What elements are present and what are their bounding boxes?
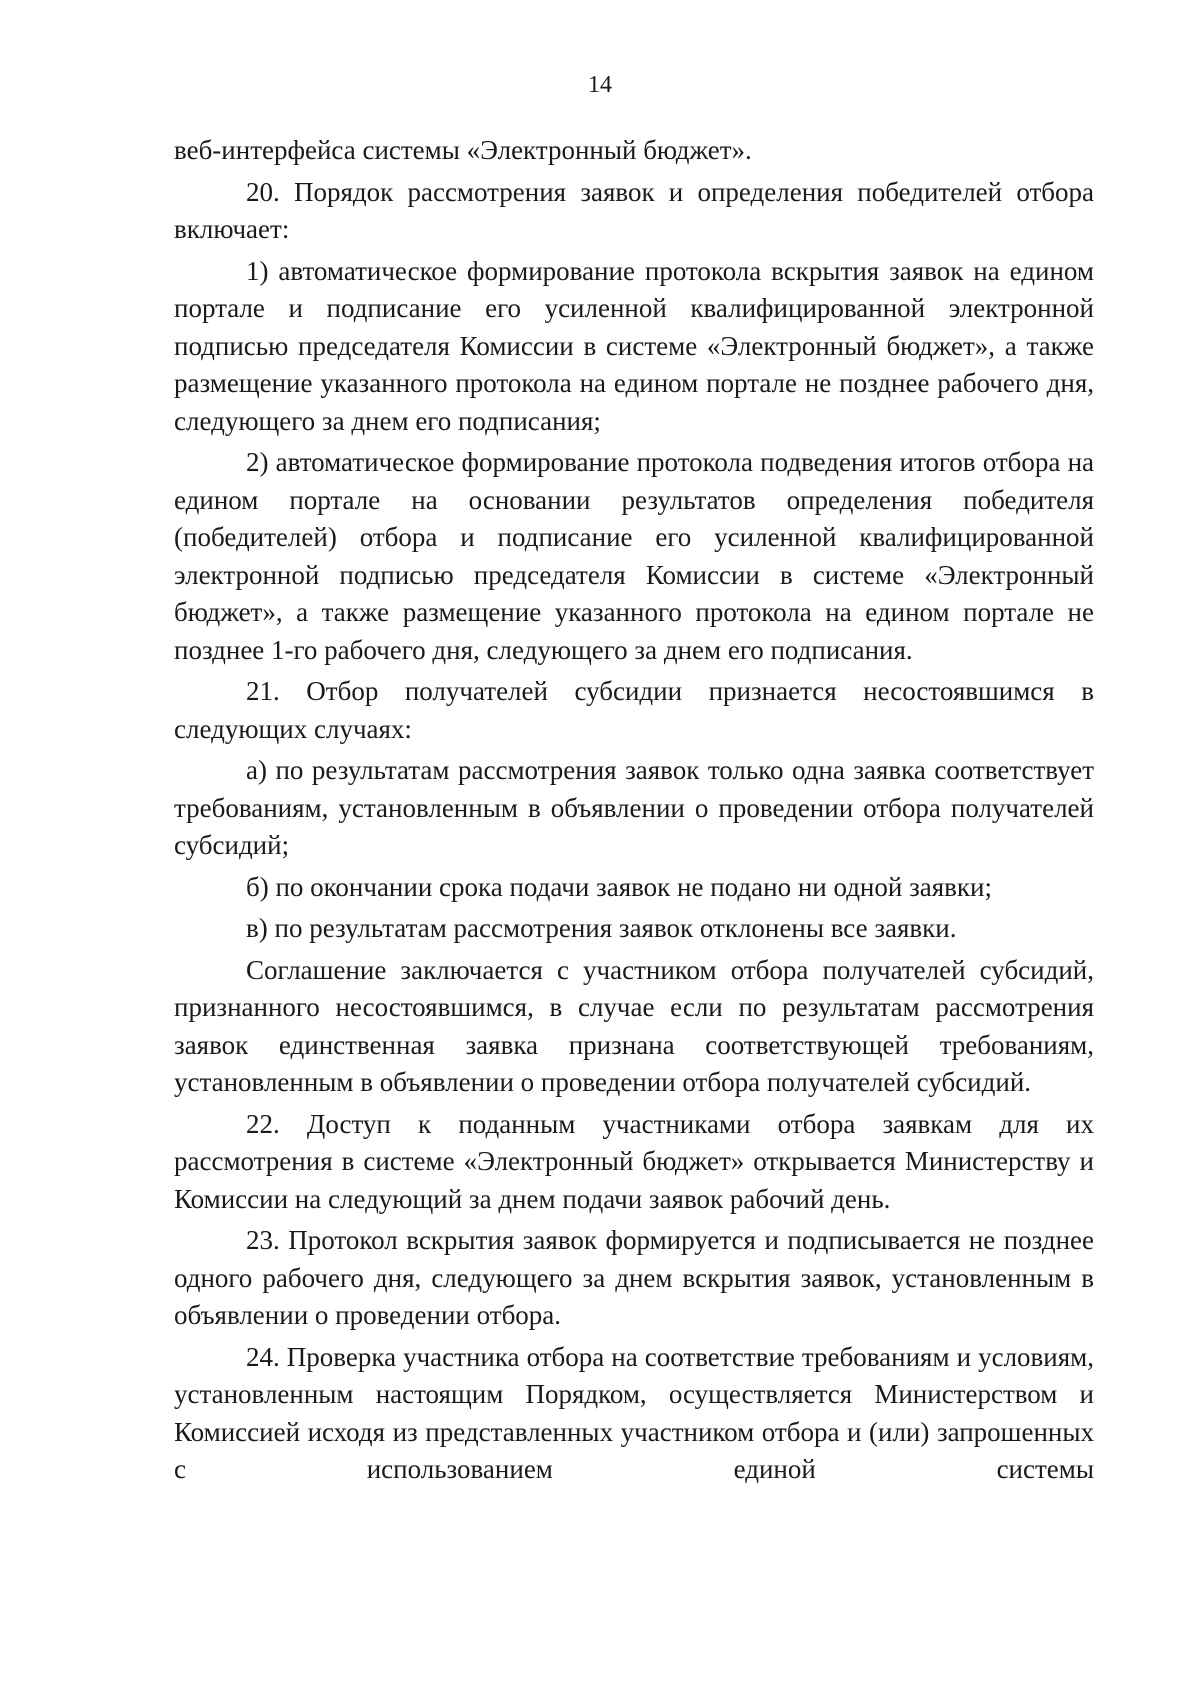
paragraph-item-23: 23. Протокол вскрытия заявок формируется и подписывается не позднее одного рабочего дня, следующего за днем вскрытия заявок, установленным в объявлении о проведении отбора. [174,1225,1094,1330]
paragraph-subitem-v: в) по результатам рассмотрения заявок отклонены все заявки. [246,913,957,943]
paragraph-subitem-1: 1) автоматическое формирование протокола вскрытия заявок на едином портале и подписание его усиленной квалифицированной электронной подписью председателя Комиссии в системе «Электронный бюджет», а также размещение указанного протокола на едином портале не позднее рабочего дня, следующего за днем его подписания; [174,255,1094,436]
paragraph-agreement: Соглашение заключается с участником отбора получателей субсидий, признанного несостоявшимся, в случае если по результатам рассмотрения заявок единственная заявка признана соответствующей требованиям, установленным в объявлении о проведении отбора получателей субсидий. [174,954,1094,1097]
paragraph-continuation: веб-интерфейса системы «Электронный бюджет». [174,135,752,165]
paragraph-subitem-2: 2) автоматическое формирование протокола подведения итогов отбора на едином портале на основании результатов определения победителя (победителей) отбора и подписание его усиленной квалифицированной электронной подписью председателя Комиссии в системе «Электронный бюджет», а также размещение указанного протокола на едином портале не позднее 1-го рабочего дня, следующего за днем его подписания. [174,447,1094,665]
page-number: 14 [588,72,612,98]
paragraph-subitem-a: а) по результатам рассмотрения заявок только одна заявка соответствует требованиям, установленным в объявлении о проведении отбора получателей субсидий; [174,755,1094,860]
paragraph-subitem-b: б) по окончании срока подачи заявок не подано ни одной заявки; [246,871,992,902]
paragraph-item-22: 22. Доступ к поданным участниками отбора заявкам для их рассмотрения в системе «Электронный бюджет» открывается Министерству и Комиссии на следующий за днем подачи заявок рабочий день. [174,1108,1094,1214]
document-body [174,132,1094,1493]
paragraph-item-21: 21. Отбор получателей субсидии признается несостоявшимся в следующих случаях: [174,676,1094,744]
paragraph-item-24: 24. Проверка участника отбора на соответствие требованиям и условиям, установленным настоящим Порядком, осуществляется Министерством и Комиссией исходя из представленных участником отбора и (или) запрошенных с использованием единой системы [174,1341,1094,1484]
paragraph-item-20: 20. Порядок рассмотрения заявок и определения победителей отбора включает: [174,176,1094,244]
